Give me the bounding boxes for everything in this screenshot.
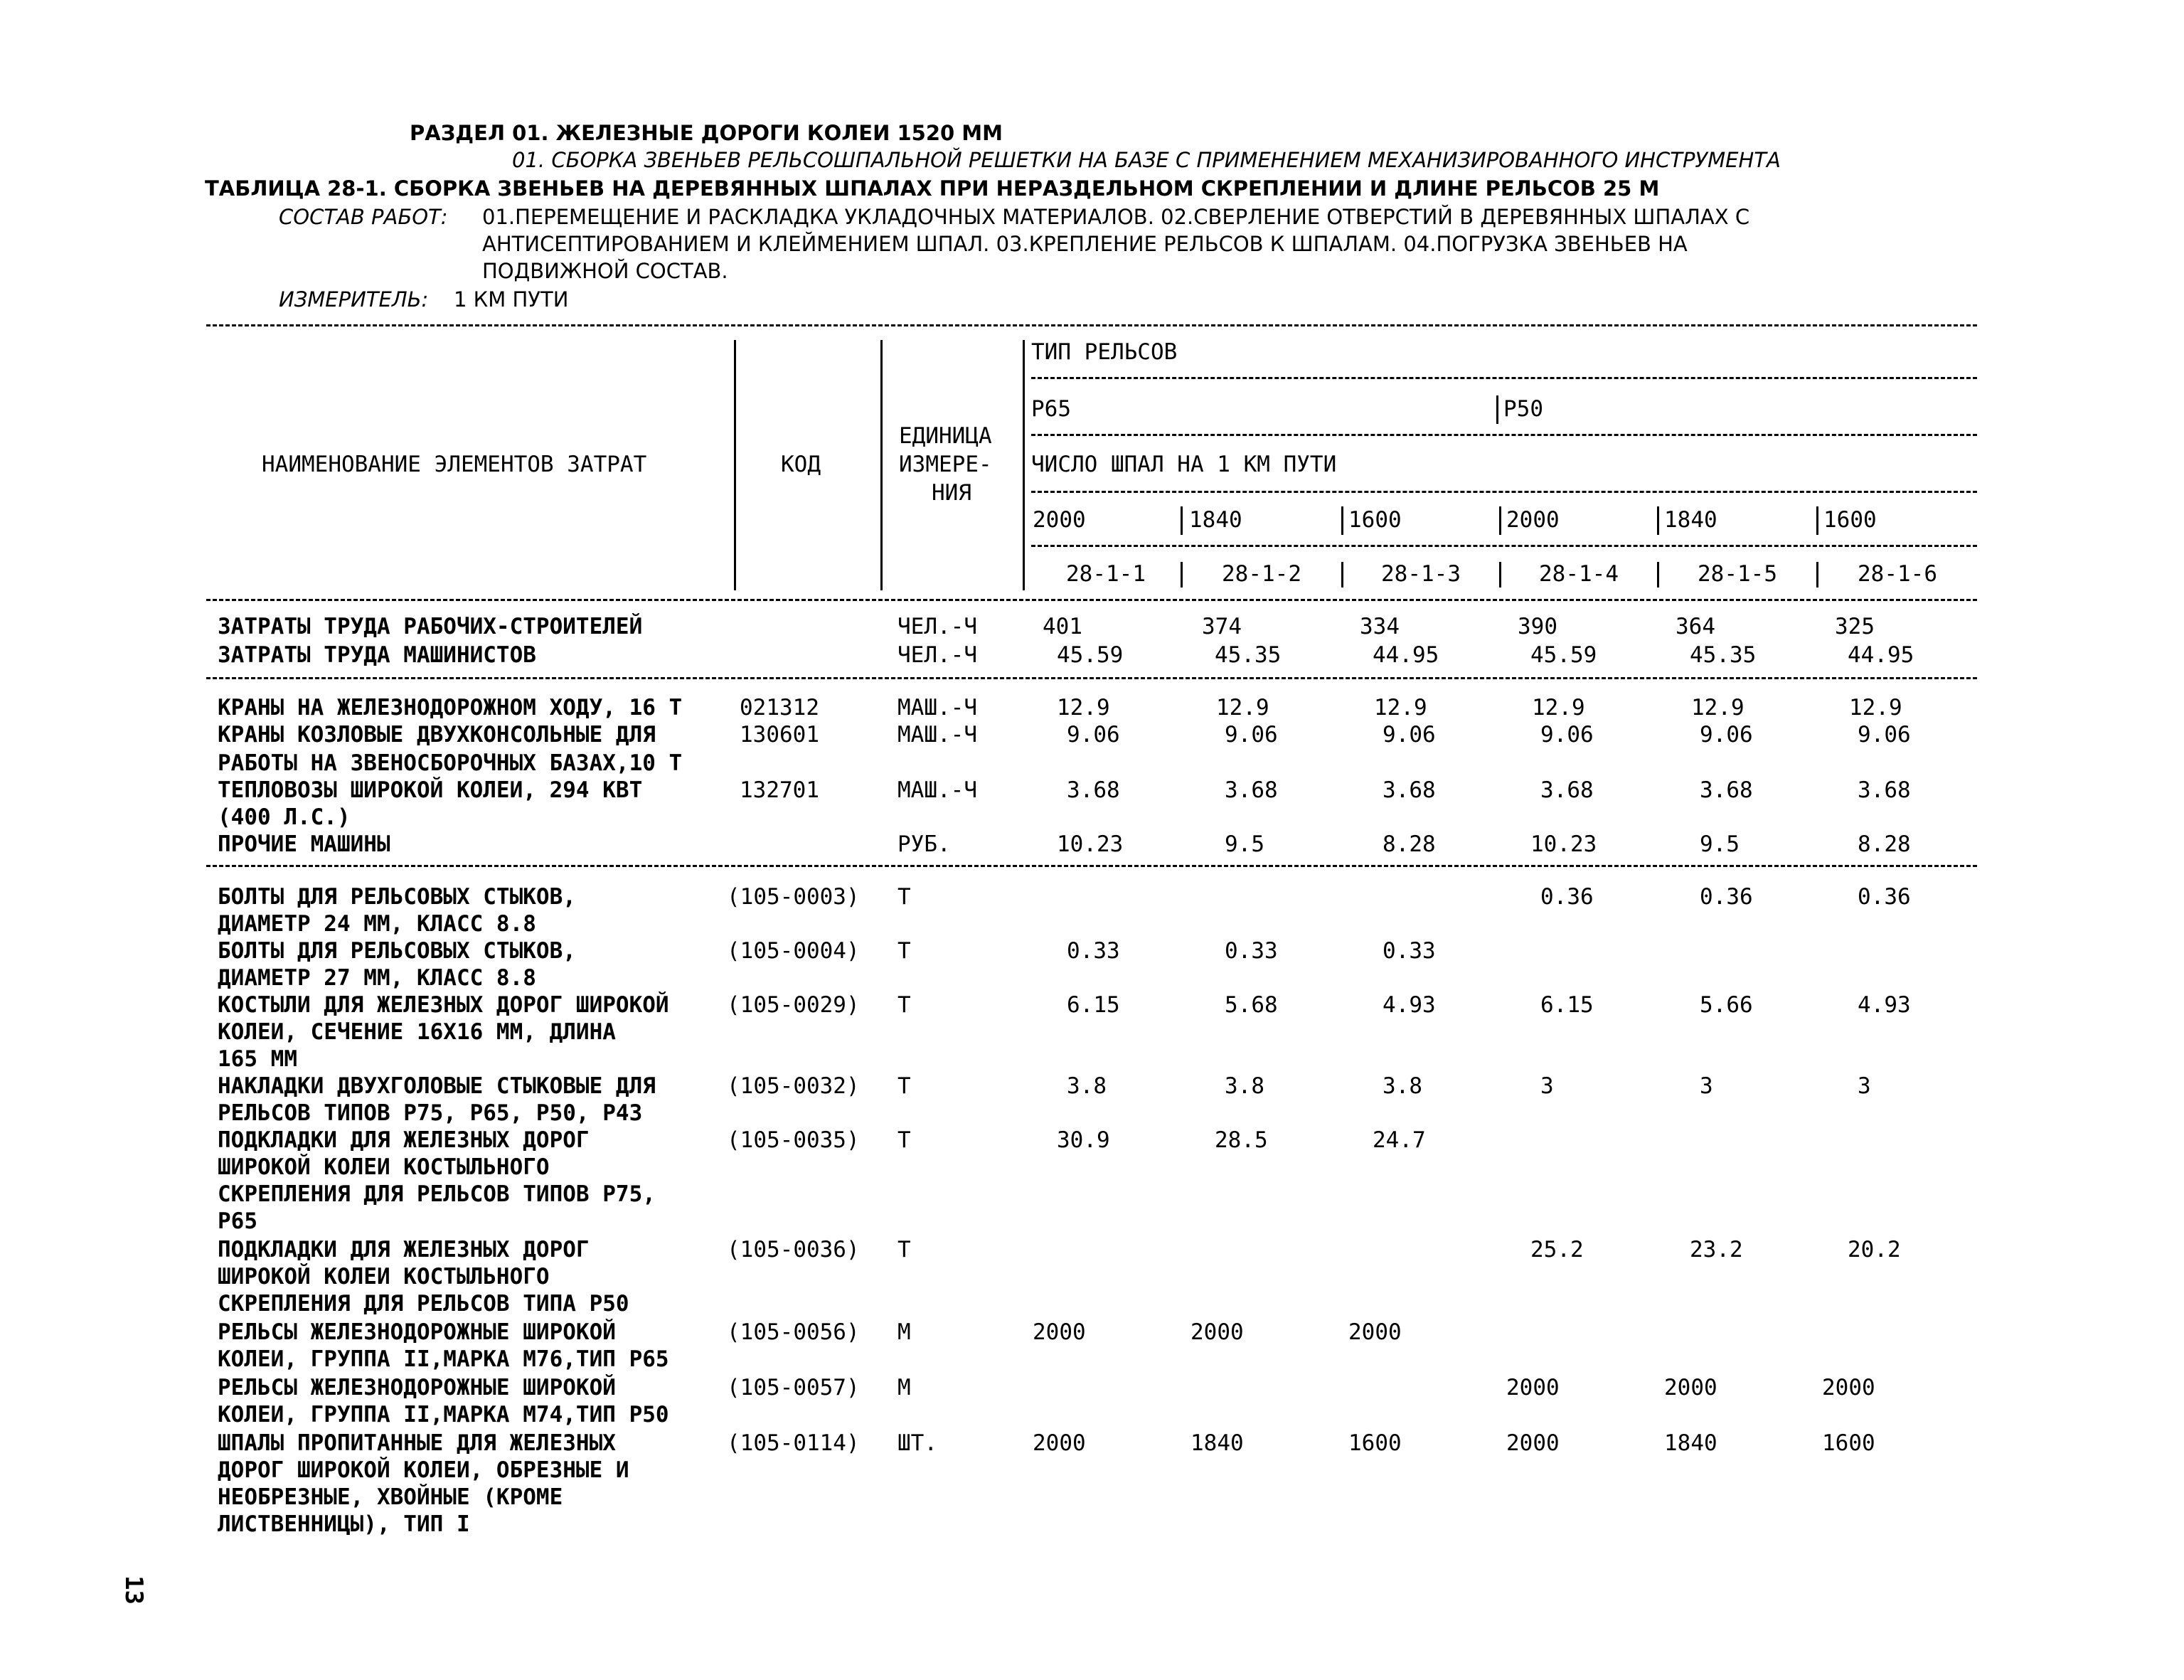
row-code: (105-0032) (727, 1073, 860, 1099)
row-code: (105-0035) (727, 1127, 860, 1153)
vertical-rule (1023, 340, 1025, 590)
row-unit: ЧЕЛ.-Ч (897, 614, 977, 639)
row-name: (400 Л.С.) (218, 804, 351, 830)
row-name: ШИРОКОЙ КОЛЕИ КОСТЫЛЬНОГО (218, 1154, 550, 1180)
row-name: ДИАМЕТР 27 ММ, КЛАСС 8.8 (218, 965, 536, 991)
row-value: 2000 (1033, 1430, 1086, 1456)
sleeper-count: 1600 (1348, 507, 1402, 533)
row-value: 3 (1700, 1073, 1713, 1099)
row-code: (105-0056) (727, 1319, 860, 1345)
row-unit: ЧЕЛ.-Ч (897, 642, 977, 668)
row-value: 23.2 (1690, 1237, 1743, 1262)
row-unit: ШТ. (897, 1430, 937, 1456)
row-value: 0.33 (1225, 938, 1278, 964)
row-value: 3 (1540, 1073, 1554, 1099)
row-value: 12.9 (1849, 695, 1902, 721)
row-value: 9.06 (1225, 722, 1278, 748)
row-value: 2000 (1664, 1375, 1717, 1400)
row-value: 1600 (1822, 1430, 1875, 1456)
row-unit: Т (897, 992, 911, 1018)
row-value: 25.2 (1530, 1237, 1584, 1262)
row-code: (105-0003) (727, 884, 860, 910)
row-value: 2000 (1190, 1319, 1244, 1345)
row-unit: Т (897, 1237, 911, 1262)
row-value: 3.8 (1067, 1073, 1107, 1099)
sleeper-count: 2000 (1506, 507, 1560, 533)
divider (206, 324, 1977, 326)
norm-code: 28-1-6 (1858, 561, 1937, 587)
row-name: РЕЛЬСЫ ЖЕЛЕЗНОДОРОЖНЫЕ ШИРОКОЙ (218, 1319, 616, 1345)
row-value: 44.95 (1373, 642, 1439, 668)
row-code: (105-0114) (727, 1430, 860, 1456)
row-value: 6.15 (1540, 992, 1594, 1018)
row-value: 390 (1518, 614, 1557, 639)
work-composition-label: СОСТАВ РАБОТ: (279, 205, 448, 229)
row-name: СКРЕПЛЕНИЯ ДЛЯ РЕЛЬСОВ ТИПОВ Р75, (218, 1181, 656, 1207)
vertical-rule (1816, 506, 1818, 535)
vertical-rule (1341, 506, 1343, 535)
row-value: 5.68 (1225, 992, 1278, 1018)
row-value: 2000 (1822, 1375, 1875, 1400)
row-value: 6.15 (1067, 992, 1120, 1018)
row-name: ДИАМЕТР 24 ММ, КЛАСС 8.8 (218, 911, 536, 937)
row-value: 4.93 (1858, 992, 1911, 1018)
row-value: 9.06 (1700, 722, 1753, 748)
rail-p50-header: Р50 (1503, 396, 1543, 422)
divider (1031, 545, 1977, 547)
row-code: 132701 (740, 777, 819, 803)
row-value: 9.06 (1858, 722, 1911, 748)
vertical-rule (1496, 395, 1498, 424)
row-name: КОЛЕИ, СЕЧЕНИЕ 16Х16 ММ, ДЛИНА (218, 1019, 616, 1045)
row-value: 12.9 (1532, 695, 1585, 721)
row-name: ЛИСТВЕННИЦЫ), ТИП I (218, 1511, 470, 1537)
row-value: 9.06 (1067, 722, 1120, 748)
row-value: 3.68 (1067, 777, 1120, 803)
row-value: 30.9 (1057, 1127, 1110, 1153)
norm-code: 28-1-2 (1222, 561, 1301, 587)
work-composition-line: АНТИСЕПТИРОВАНИЕМ И КЛЕЙМЕНИЕМ ШПАЛ. 03.КРЕПЛЕНИЕ РЕЛЬСОВ К ШПАЛАМ. 04.ПОГРУЗКА ЗВЕНЬЕВ НА (482, 232, 1688, 256)
row-value: 10.23 (1530, 831, 1597, 857)
row-name: ЗАТРАТЫ ТРУДА МАШИНИСТОВ (218, 642, 536, 668)
row-name: БОЛТЫ ДЛЯ РЕЛЬСОВЫХ СТЫКОВ, (218, 938, 576, 964)
sleeper-count: 1840 (1189, 507, 1242, 533)
row-value: 28.5 (1215, 1127, 1268, 1153)
row-unit: М (897, 1319, 911, 1345)
row-value: 44.95 (1848, 642, 1914, 668)
row-name: НАКЛАДКИ ДВУХГОЛОВЫЕ СТЫКОВЫЕ ДЛЯ (218, 1073, 656, 1099)
row-value: 9.06 (1383, 722, 1436, 748)
vertical-rule (1499, 506, 1501, 535)
row-unit: МАШ.-Ч (897, 722, 977, 748)
row-value: 24.7 (1373, 1127, 1426, 1153)
vertical-rule (1181, 506, 1183, 535)
row-value: 2000 (1506, 1430, 1560, 1456)
row-value: 45.35 (1690, 642, 1757, 668)
column-header-unit: ИЗМЕРЕ- (899, 452, 992, 477)
row-unit: МАШ.-Ч (897, 695, 977, 721)
row-name: КРАНЫ КОЗЛОВЫЕ ДВУХКОНСОЛЬНЫЕ ДЛЯ (218, 722, 656, 748)
row-name: РЕЛЬСЫ ЖЕЛЕЗНОДОРОЖНЫЕ ШИРОКОЙ (218, 1375, 616, 1400)
row-name: КОЛЕИ, ГРУППА II,МАРКА М76,ТИП Р65 (218, 1346, 669, 1372)
row-value: 9.5 (1700, 831, 1740, 857)
meter-label: ИЗМЕРИТЕЛЬ: (279, 287, 429, 312)
row-unit: М (897, 1375, 911, 1400)
row-value: 12.9 (1691, 695, 1744, 721)
column-header-name: НАИМЕНОВАНИЕ ЭЛЕМЕНТОВ ЗАТРАТ (262, 452, 647, 477)
row-unit: Т (897, 1127, 911, 1153)
row-value: 3.8 (1383, 1073, 1422, 1099)
row-code: 021312 (740, 695, 819, 721)
row-name: 165 ММ (218, 1046, 297, 1072)
row-value: 3.68 (1700, 777, 1753, 803)
vertical-rule (880, 340, 883, 590)
row-name: ТЕПЛОВОЗЫ ШИРОКОЙ КОЛЕИ, 294 КВТ (218, 777, 643, 803)
row-value: 5.66 (1700, 992, 1753, 1018)
row-value: 3.68 (1858, 777, 1911, 803)
row-value: 3.68 (1540, 777, 1594, 803)
rail-type-header: ТИП РЕЛЬСОВ (1031, 339, 1178, 365)
row-value: 3 (1858, 1073, 1871, 1099)
row-name: ДОРОГ ШИРОКОЙ КОЛЕИ, ОБРЕЗНЫЕ И (218, 1457, 629, 1483)
row-value: 12.9 (1216, 695, 1269, 721)
row-value: 45.59 (1530, 642, 1597, 668)
row-value: 9.06 (1540, 722, 1594, 748)
row-value: 9.5 (1225, 831, 1264, 857)
column-header-unit: ЕДИНИЦА (899, 423, 992, 449)
column-header-code: КОД (781, 452, 821, 477)
row-value: 10.23 (1057, 831, 1124, 857)
row-name: КОСТЫЛИ ДЛЯ ЖЕЛЕЗНЫХ ДОРОГ ШИРОКОЙ (218, 992, 669, 1018)
vertical-rule (1657, 506, 1659, 535)
row-value: 325 (1835, 614, 1875, 639)
divider (1031, 377, 1977, 379)
row-value: 3.8 (1225, 1073, 1264, 1099)
row-value: 1840 (1190, 1430, 1244, 1456)
divider (1031, 491, 1977, 493)
table-title: ТАБЛИЦА 28-1. СБОРКА ЗВЕНЬЕВ НА ДЕРЕВЯННЫХ ШПАЛАХ ПРИ НЕРАЗДЕЛЬНОМ СКРЕПЛЕНИИ И ДЛИНЕ РЕЛЬСОВ 25 М (205, 176, 1660, 201)
row-name: Р65 (218, 1208, 257, 1234)
row-name: КРАНЫ НА ЖЕЛЕЗНОДОРОЖНОМ ХОДУ, 16 Т (218, 695, 683, 721)
row-value: 8.28 (1858, 831, 1911, 857)
row-code: (105-0029) (727, 992, 860, 1018)
row-name: ШИРОКОЙ КОЛЕИ КОСТЫЛЬНОГО (218, 1264, 550, 1290)
norm-code: 28-1-5 (1698, 561, 1777, 587)
row-value: 8.28 (1383, 831, 1436, 857)
row-name: ПРОЧИЕ МАШИНЫ (218, 831, 390, 857)
row-value: 0.33 (1383, 938, 1436, 964)
row-code: 130601 (740, 722, 819, 748)
sleeper-count: 1840 (1664, 507, 1717, 533)
row-value: 2000 (1033, 1319, 1086, 1345)
divider (206, 865, 1977, 867)
work-composition-line: 01.ПЕРЕМЕЩЕНИЕ И РАСКЛАДКА УКЛАДОЧНЫХ МАТЕРИАЛОВ. 02.СВЕРЛЕНИЕ ОТВЕРСТИЙ В ДЕРЕВЯННЫХ ШПАЛАХ С (482, 205, 1750, 229)
row-name: ПОДКЛАДКИ ДЛЯ ЖЕЛЕЗНЫХ ДОРОГ (218, 1127, 590, 1153)
row-value: 3.68 (1383, 777, 1436, 803)
divider (206, 677, 1977, 679)
row-unit: Т (897, 884, 911, 910)
row-value: 1600 (1348, 1430, 1402, 1456)
row-name: КОЛЕИ, ГРУППА II,МАРКА М74,ТИП Р50 (218, 1402, 669, 1428)
row-code: (105-0004) (727, 938, 860, 964)
row-value: 2000 (1348, 1319, 1402, 1345)
row-value: 374 (1202, 614, 1242, 639)
sleepers-header: ЧИСЛО ШПАЛ НА 1 КМ ПУТИ (1031, 452, 1337, 477)
row-name: ЗАТРАТЫ ТРУДА РАБОЧИХ-СТРОИТЕЛЕЙ (218, 614, 643, 639)
row-value: 2000 (1506, 1375, 1560, 1400)
row-unit: Т (897, 938, 911, 964)
row-value: 0.36 (1700, 884, 1753, 910)
row-value: 3.68 (1225, 777, 1278, 803)
row-value: 0.36 (1540, 884, 1594, 910)
row-code: (105-0057) (727, 1375, 860, 1400)
divider (206, 599, 1977, 601)
norm-code: 28-1-1 (1066, 561, 1146, 587)
row-value: 334 (1360, 614, 1400, 639)
subsection-title: 01. СБОРКА ЗВЕНЬЕВ РЕЛЬСОШПАЛЬНОЙ РЕШЕТКИ НА БАЗЕ С ПРИМЕНЕНИЕМ МЕХАНИЗИРОВАННОГО ИНСТРУМЕНТА (512, 148, 1781, 172)
meter-value: 1 КМ ПУТИ (454, 287, 569, 312)
row-value: 401 (1043, 614, 1082, 639)
row-unit: РУБ. (897, 831, 951, 857)
work-composition-line: ПОДВИЖНОЙ СОСТАВ. (482, 259, 728, 283)
section-title: РАЗДЕЛ 01. ЖЕЛЕЗНЫЕ ДОРОГИ КОЛЕИ 1520 ММ (410, 121, 1003, 145)
column-header-unit: НИЯ (932, 480, 971, 506)
row-value: 1840 (1664, 1430, 1717, 1456)
row-value: 4.93 (1383, 992, 1436, 1018)
row-name: СКРЕПЛЕНИЯ ДЛЯ РЕЛЬСОВ ТИПА Р50 (218, 1291, 629, 1317)
vertical-rule (734, 340, 736, 590)
row-value: 45.59 (1057, 642, 1124, 668)
row-value: 0.36 (1858, 884, 1911, 910)
sleeper-count: 2000 (1033, 507, 1086, 533)
norm-code: 28-1-3 (1381, 561, 1461, 587)
rail-p65-header: Р65 (1031, 396, 1071, 422)
sleeper-count: 1600 (1823, 507, 1877, 533)
row-value: 45.35 (1215, 642, 1282, 668)
row-value: 364 (1676, 614, 1715, 639)
row-name: РАБОТЫ НА ЗВЕНОСБОРОЧНЫХ БАЗАХ,10 Т (218, 750, 683, 776)
page-number: 13 (119, 1575, 148, 1605)
row-unit: Т (897, 1073, 911, 1099)
row-name: НЕОБРЕЗНЫЕ, ХВОЙНЫЕ (КРОМЕ (218, 1484, 563, 1510)
row-value: 12.9 (1057, 695, 1110, 721)
row-value: 12.9 (1374, 695, 1427, 721)
row-name: ШПАЛЫ ПРОПИТАННЫЕ ДЛЯ ЖЕЛЕЗНЫХ (218, 1430, 616, 1456)
row-name: РЕЛЬСОВ ТИПОВ Р75, Р65, Р50, Р43 (218, 1100, 643, 1126)
row-unit: МАШ.-Ч (897, 777, 977, 803)
row-value: 20.2 (1848, 1237, 1901, 1262)
divider (1031, 434, 1977, 436)
row-code: (105-0036) (727, 1237, 860, 1262)
norm-code: 28-1-4 (1539, 561, 1619, 587)
row-name: ПОДКЛАДКИ ДЛЯ ЖЕЛЕЗНЫХ ДОРОГ (218, 1237, 590, 1262)
row-name: БОЛТЫ ДЛЯ РЕЛЬСОВЫХ СТЫКОВ, (218, 884, 576, 910)
row-value: 0.33 (1067, 938, 1120, 964)
